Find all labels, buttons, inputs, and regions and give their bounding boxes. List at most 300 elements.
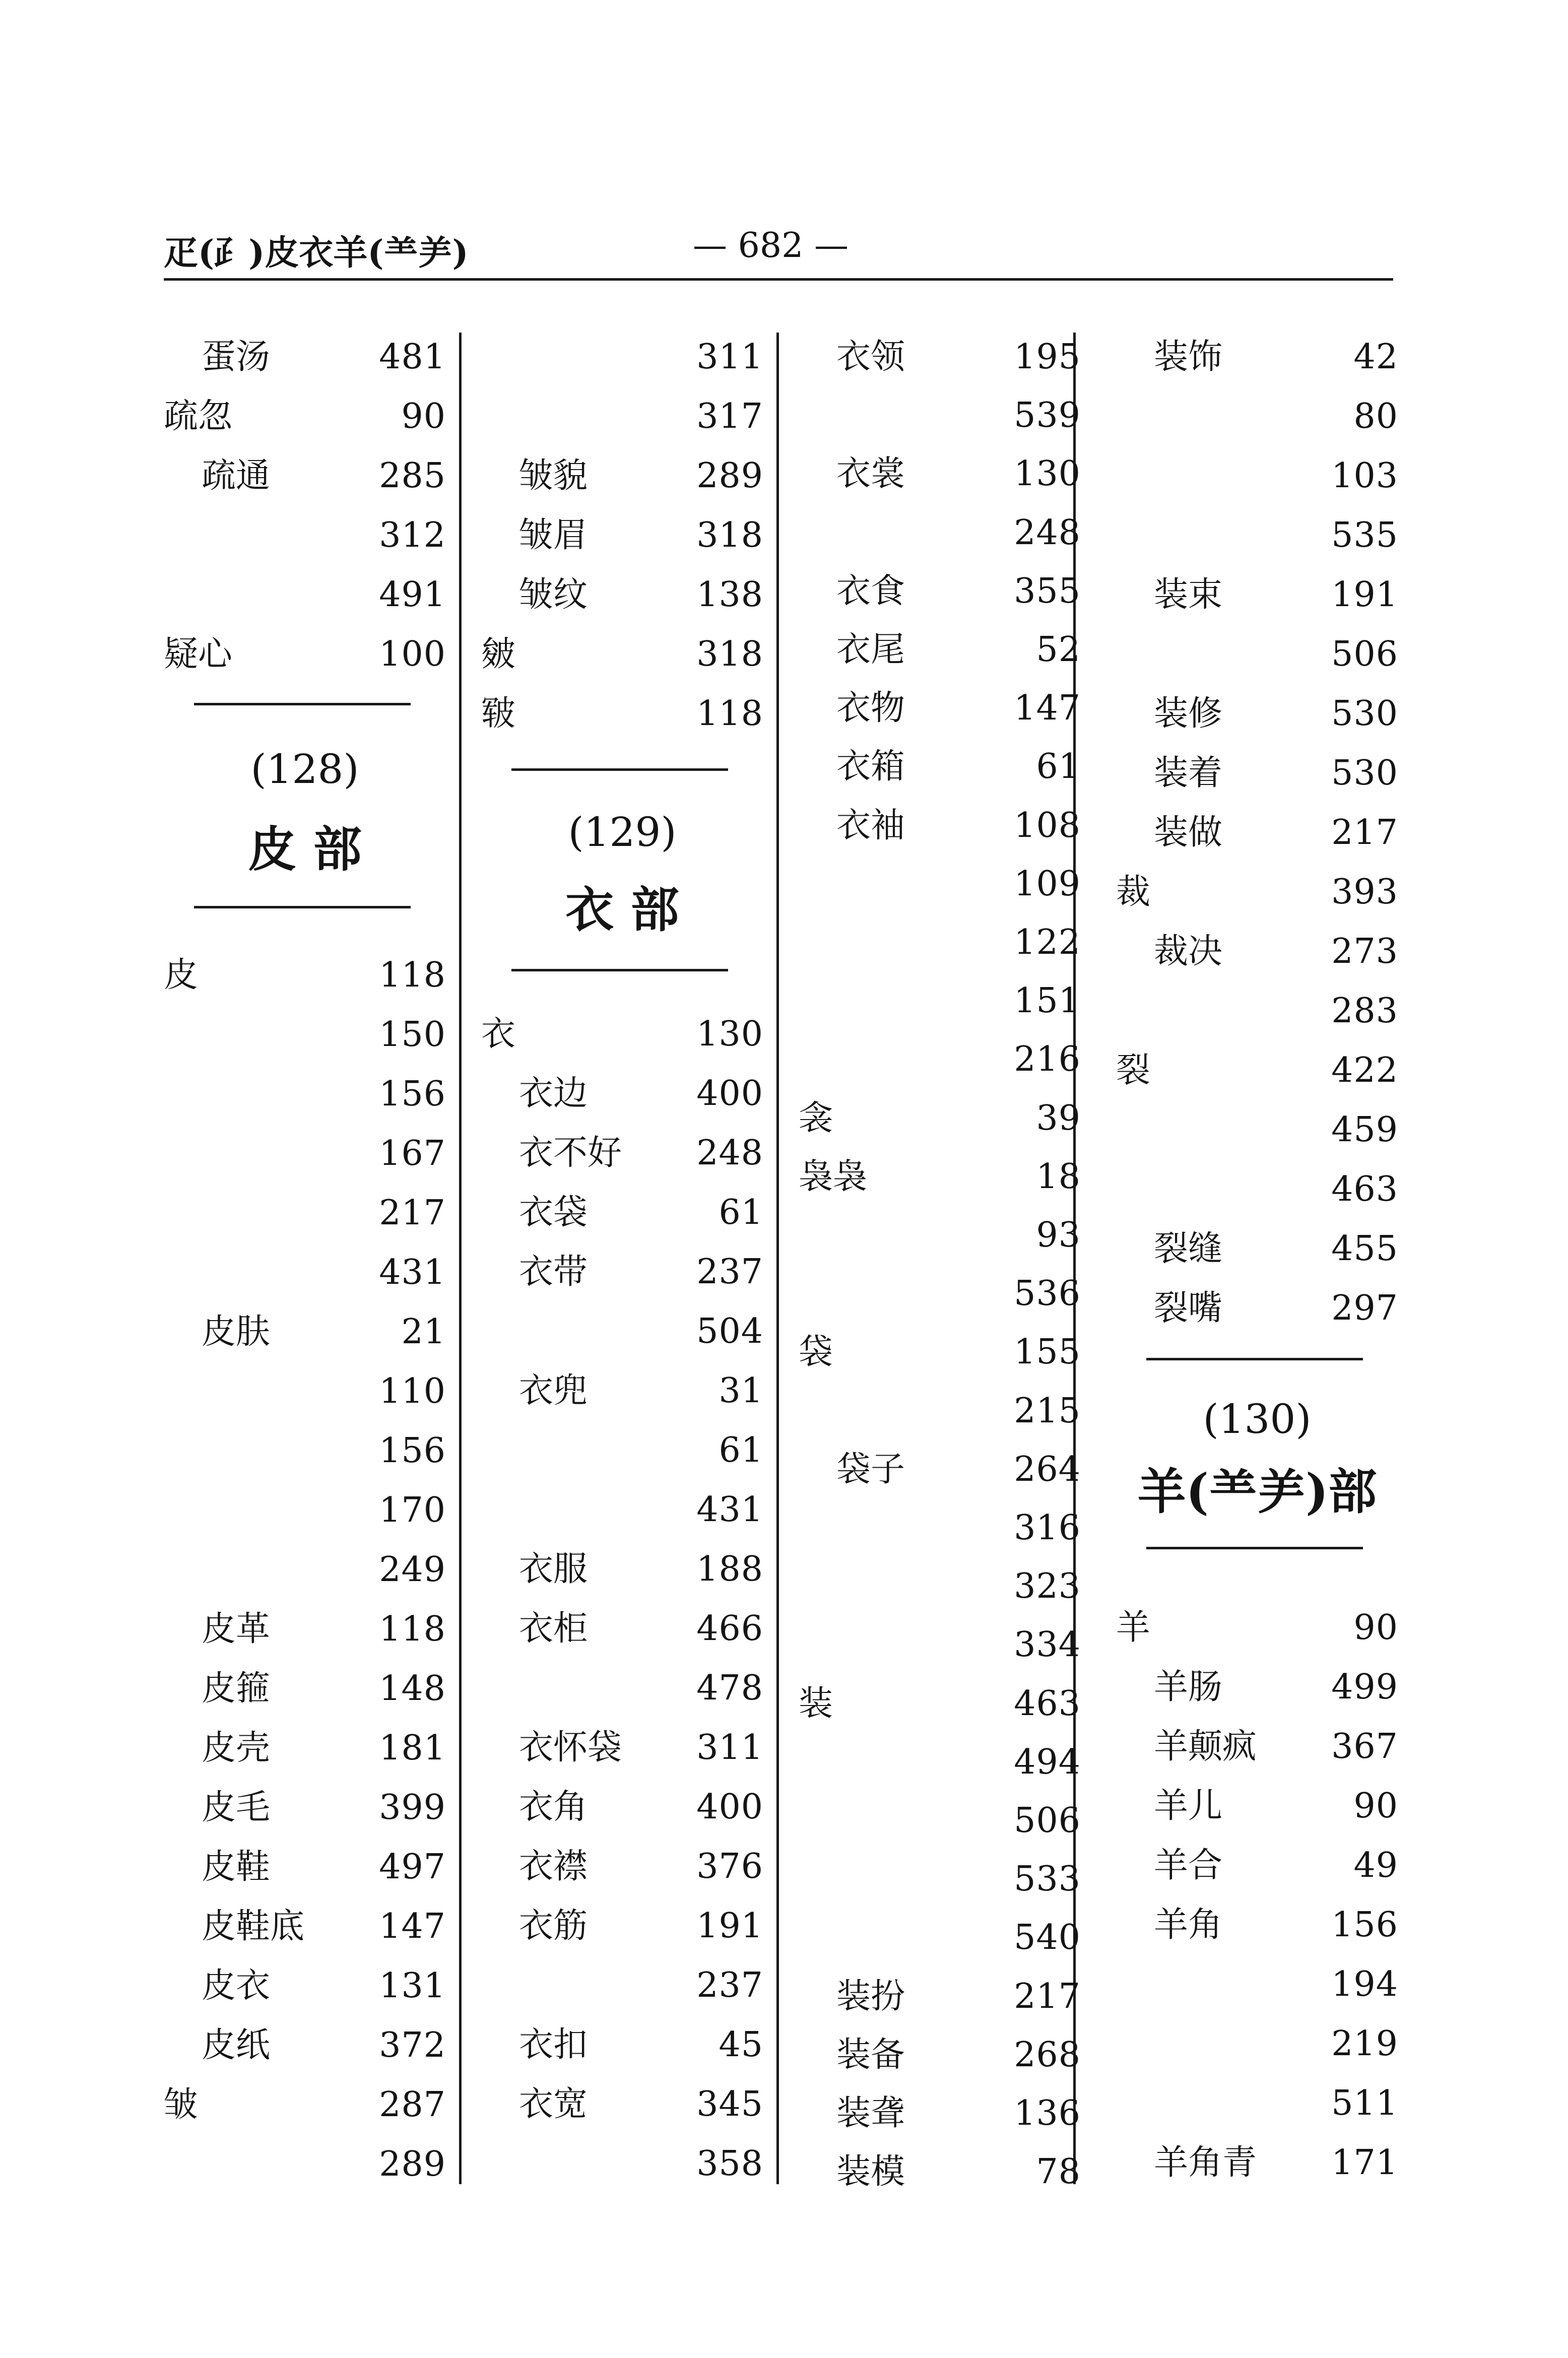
entry-page-number: 249 xyxy=(379,1550,446,1590)
index-entry xyxy=(164,1838,446,1897)
index-entry xyxy=(481,1302,763,1361)
column-divider xyxy=(776,333,779,2184)
index-entry xyxy=(1116,1041,1398,1100)
entry-term: 蛋汤 xyxy=(202,337,271,377)
entry-page-number: 289 xyxy=(696,456,763,496)
entry-page-number: 400 xyxy=(696,1074,763,1114)
entry-page-number: 52 xyxy=(1036,630,1081,670)
entry-page-number: 194 xyxy=(1331,1964,1398,2004)
index-entry xyxy=(799,562,1081,621)
entry-page-number: 155 xyxy=(1014,1332,1081,1372)
entry-term: 皮 xyxy=(164,955,199,995)
entry-page-number: 191 xyxy=(696,1906,763,1946)
entry-term: 衣扣 xyxy=(519,2025,588,2065)
entry-page-number: 289 xyxy=(379,2144,446,2184)
index-entry xyxy=(799,1908,1081,1968)
entry-term: 装备 xyxy=(836,2035,905,2075)
entry-page-number: 536 xyxy=(1014,1274,1081,1314)
index-entry xyxy=(799,737,1081,797)
index-entry xyxy=(1116,1955,1398,2014)
entry-page-number: 147 xyxy=(379,1907,446,1946)
index-entry xyxy=(481,1064,763,1124)
index-entry xyxy=(481,1421,763,1480)
entry-page-number: 268 xyxy=(1014,2035,1081,2075)
entry-term: 衣兜 xyxy=(519,1371,588,1411)
index-entry xyxy=(1116,1100,1398,1160)
index-entry xyxy=(1116,625,1398,684)
index-entry xyxy=(481,1124,763,1183)
entry-term: 疏通 xyxy=(202,456,271,496)
entry-page-number: 108 xyxy=(1014,805,1081,845)
entry-term: 衣箱 xyxy=(836,747,905,787)
index-entry xyxy=(1116,1717,1398,1777)
entry-page-number: 216 xyxy=(1014,1039,1081,1080)
index-entry xyxy=(799,444,1081,504)
entry-term: 袋 xyxy=(799,1332,833,1372)
entry-page-number: 481 xyxy=(379,337,446,377)
entry-page-number: 151 xyxy=(1014,981,1081,1021)
entry-term: 袋子 xyxy=(836,1449,905,1489)
entry-page-number: 122 xyxy=(1014,923,1081,962)
index-entry xyxy=(164,446,446,506)
entry-page-number: 147 xyxy=(1014,688,1081,729)
entry-term: 羊角 xyxy=(1154,1905,1223,1945)
index-entry xyxy=(481,2075,763,2134)
entry-page-number: 170 xyxy=(379,1490,446,1530)
entry-page-number: 355 xyxy=(1014,571,1081,611)
entry-term: 衣袋 xyxy=(519,1193,588,1232)
index-entry xyxy=(481,625,763,684)
entry-page-number: 317 xyxy=(696,397,763,436)
index-entry xyxy=(164,565,446,625)
entry-term: 装模 xyxy=(836,2152,905,2192)
section-rule xyxy=(1146,1547,1363,1549)
index-entry xyxy=(799,1323,1081,1382)
index-entry xyxy=(799,1733,1081,1792)
index-entry xyxy=(481,1005,763,1064)
index-entry xyxy=(1116,1598,1398,1658)
index-entry xyxy=(164,1065,446,1124)
entry-term: 羊合 xyxy=(1154,1846,1223,1885)
index-entry xyxy=(481,1361,763,1421)
entry-term: 裂缝 xyxy=(1154,1229,1223,1269)
section-number: (128) xyxy=(250,746,359,793)
entry-term: 羊颠疯 xyxy=(1154,1727,1257,1766)
index-entry xyxy=(799,1382,1081,1441)
entry-page-number: 118 xyxy=(379,1609,446,1649)
entry-term: 裂 xyxy=(1116,1051,1151,1090)
entry-term: 衣柜 xyxy=(519,1609,588,1649)
index-entry xyxy=(1116,1895,1398,1955)
index-column-4 xyxy=(1116,328,1398,2192)
index-entry xyxy=(799,1850,1081,1909)
index-entry xyxy=(481,1659,763,1718)
section-rule xyxy=(194,906,411,908)
entry-page-number: 93 xyxy=(1036,1215,1081,1255)
entry-term: 裁 xyxy=(1116,872,1151,912)
entry-term: 皮箍 xyxy=(202,1669,271,1709)
index-entry xyxy=(481,446,763,506)
index-entry xyxy=(799,503,1081,563)
index-entry xyxy=(481,2015,763,2075)
index-column-2 xyxy=(481,328,763,2192)
entry-page-number: 511 xyxy=(1331,2083,1398,2123)
index-entry xyxy=(799,2084,1081,2143)
entry-term: 皮革 xyxy=(202,1609,271,1649)
entry-page-number: 264 xyxy=(1014,1449,1081,1489)
index-entry xyxy=(481,1837,763,1896)
entry-term: 衣尾 xyxy=(836,630,905,670)
entry-page-number: 318 xyxy=(696,634,763,674)
section-rule xyxy=(1146,1358,1363,1360)
entry-term: 衣襟 xyxy=(519,1847,588,1886)
index-entry xyxy=(164,328,446,387)
index-entry xyxy=(799,2025,1081,2085)
index-entry xyxy=(1116,1836,1398,1895)
entry-term: 皮鞋 xyxy=(202,1847,271,1887)
entry-term: 装聋 xyxy=(836,2093,905,2133)
index-entry xyxy=(799,2142,1081,2202)
index-column-1 xyxy=(164,328,446,2192)
entry-term: 皱 xyxy=(164,2085,199,2125)
section-title: 羊(⺷⺶)部 xyxy=(1137,1463,1377,1520)
entry-term: 衣裳 xyxy=(836,454,905,494)
index-entry xyxy=(1116,922,1398,981)
entry-term: 衣食 xyxy=(836,571,905,611)
entry-page-number: 188 xyxy=(696,1549,763,1589)
index-entry xyxy=(164,1778,446,1838)
entry-page-number: 100 xyxy=(379,634,446,674)
index-entry xyxy=(481,1540,763,1599)
entry-page-number: 497 xyxy=(379,1847,446,1887)
index-entry xyxy=(799,679,1081,738)
entry-page-number: 78 xyxy=(1036,2152,1081,2192)
entry-page-number: 334 xyxy=(1014,1625,1081,1665)
entry-page-number: 80 xyxy=(1353,397,1398,436)
index-entry xyxy=(1116,2074,1398,2133)
index-entry xyxy=(164,1124,446,1184)
entry-term: 皴 xyxy=(481,634,516,674)
entry-term: 疏忽 xyxy=(164,397,233,436)
entry-page-number: 530 xyxy=(1331,753,1398,793)
entry-term: 衣筋 xyxy=(519,1906,588,1946)
index-entry xyxy=(799,913,1081,972)
entry-page-number: 431 xyxy=(696,1490,763,1530)
entry-page-number: 156 xyxy=(379,1431,446,1471)
entry-term: 皱眉 xyxy=(519,515,588,555)
entry-page-number: 311 xyxy=(696,337,763,377)
entry-term: 皱纹 xyxy=(519,575,588,615)
entry-page-number: 311 xyxy=(696,1728,763,1767)
entry-page-number: 138 xyxy=(696,575,763,615)
entry-term: 疑心 xyxy=(164,634,233,674)
index-entry xyxy=(164,1481,446,1540)
index-entry xyxy=(799,1498,1081,1558)
index-entry xyxy=(481,1183,763,1242)
section-title: 衣 部 xyxy=(565,881,679,938)
index-entry xyxy=(1116,506,1398,565)
entry-term: 衣袖 xyxy=(836,805,905,845)
entry-page-number: 455 xyxy=(1331,1229,1398,1269)
entry-page-number: 376 xyxy=(696,1847,763,1886)
entry-term: 装扮 xyxy=(836,1976,905,2016)
index-entry xyxy=(481,1718,763,1778)
entry-term: 裁决 xyxy=(1154,932,1223,971)
index-entry xyxy=(1116,1279,1398,1338)
entry-page-number: 181 xyxy=(379,1728,446,1768)
entry-page-number: 110 xyxy=(379,1371,446,1411)
entry-term: 皱貌 xyxy=(519,456,588,496)
section-rule xyxy=(511,969,728,971)
index-entry xyxy=(799,328,1081,387)
entry-term: 皮毛 xyxy=(202,1788,271,1827)
index-entry xyxy=(799,971,1081,1031)
entry-term: 皮鞋底 xyxy=(202,1907,305,1946)
entry-term: 袅袅 xyxy=(799,1156,868,1197)
entry-page-number: 118 xyxy=(379,955,446,995)
entry-page-number: 345 xyxy=(696,2084,763,2124)
entry-page-number: 431 xyxy=(379,1253,446,1292)
column-divider xyxy=(459,333,462,2184)
index-entry xyxy=(164,1421,446,1481)
entry-page-number: 478 xyxy=(696,1668,763,1708)
entry-term: 羊 xyxy=(1116,1608,1151,1648)
entry-page-number: 103 xyxy=(1331,456,1398,496)
index-entry xyxy=(799,386,1081,445)
entry-page-number: 422 xyxy=(1331,1051,1398,1090)
index-entry xyxy=(799,1557,1081,1616)
index-entry xyxy=(164,2016,446,2075)
entry-term: 皮衣 xyxy=(202,1966,271,2006)
entry-term: 衣 xyxy=(481,1014,516,1054)
entry-term: 羊肠 xyxy=(1154,1667,1223,1707)
index-entry xyxy=(799,855,1081,914)
entry-term: 衣带 xyxy=(519,1252,588,1292)
index-entry xyxy=(799,1206,1081,1265)
index-entry xyxy=(1116,2133,1398,2193)
page-header xyxy=(164,217,1393,277)
entry-page-number: 459 xyxy=(1331,1110,1398,1150)
entry-term: 装做 xyxy=(1154,813,1223,853)
index-entry xyxy=(481,684,763,744)
index-column-3 xyxy=(799,328,1081,2192)
entry-page-number: 491 xyxy=(379,575,446,615)
entry-page-number: 118 xyxy=(696,694,763,734)
index-entry xyxy=(799,1440,1081,1499)
index-entry xyxy=(481,2134,763,2194)
index-entry xyxy=(164,625,446,684)
entry-term: 衣宽 xyxy=(519,2084,588,2124)
index-entry xyxy=(799,796,1081,856)
index-entry xyxy=(164,1184,446,1243)
entry-term: 装 xyxy=(799,1683,833,1724)
entry-page-number: 219 xyxy=(1331,2024,1398,2064)
entry-page-number: 400 xyxy=(696,1787,763,1827)
entry-page-number: 533 xyxy=(1014,1859,1081,1900)
entry-page-number: 312 xyxy=(379,515,446,555)
entry-term: 羊角青 xyxy=(1154,2143,1257,2183)
index-entry xyxy=(164,1362,446,1421)
entry-page-number: 506 xyxy=(1331,634,1398,674)
entry-page-number: 156 xyxy=(1331,1905,1398,1945)
entry-page-number: 131 xyxy=(379,1966,446,2006)
index-entry xyxy=(799,1615,1081,1675)
index-entry xyxy=(164,1005,446,1065)
index-entry xyxy=(164,1600,446,1659)
entry-page-number: 494 xyxy=(1014,1742,1081,1782)
entry-page-number: 506 xyxy=(1014,1801,1081,1841)
entry-page-number: 297 xyxy=(1331,1288,1398,1328)
entry-page-number: 61 xyxy=(718,1430,763,1470)
index-entry xyxy=(481,565,763,625)
index-entry xyxy=(1116,1160,1398,1219)
section-number: (129) xyxy=(568,809,677,856)
entry-page-number: 463 xyxy=(1331,1169,1398,1209)
entry-page-number: 358 xyxy=(696,2144,763,2184)
entry-page-number: 150 xyxy=(379,1015,446,1055)
index-entry xyxy=(164,1897,446,1956)
index-entry xyxy=(1116,2014,1398,2074)
index-entry xyxy=(164,506,446,565)
entry-page-number: 156 xyxy=(379,1074,446,1114)
entry-page-number: 217 xyxy=(379,1193,446,1233)
entry-page-number: 273 xyxy=(1331,932,1398,971)
entry-page-number: 21 xyxy=(401,1312,446,1352)
entry-page-number: 316 xyxy=(1014,1508,1081,1548)
index-entry xyxy=(1116,387,1398,446)
entry-page-number: 191 xyxy=(1331,575,1398,615)
index-entry xyxy=(1116,1219,1398,1279)
entry-page-number: 367 xyxy=(1331,1727,1398,1766)
index-entry xyxy=(799,1791,1081,1851)
index-entry xyxy=(481,506,763,565)
entry-page-number: 136 xyxy=(1014,2093,1081,2133)
entry-page-number: 499 xyxy=(1331,1667,1398,1707)
section-rule xyxy=(194,703,411,705)
entry-page-number: 90 xyxy=(1353,1786,1398,1826)
index-entry xyxy=(481,328,763,387)
entry-page-number: 248 xyxy=(696,1133,763,1173)
entry-term: 衣不好 xyxy=(519,1133,622,1173)
index-entry xyxy=(1116,446,1398,506)
entry-page-number: 167 xyxy=(379,1134,446,1173)
section-number: (130) xyxy=(1203,1396,1312,1443)
entry-term: 羊儿 xyxy=(1154,1786,1223,1826)
entry-page-number: 39 xyxy=(1036,1098,1081,1138)
index-entry xyxy=(1116,1658,1398,1717)
entry-term: 衣角 xyxy=(519,1787,588,1827)
index-entry xyxy=(164,2075,446,2135)
entry-page-number: 31 xyxy=(718,1371,763,1411)
entry-page-number: 90 xyxy=(401,397,446,436)
index-entry xyxy=(164,387,446,446)
index-entry xyxy=(1116,981,1398,1041)
index-entry xyxy=(799,1030,1081,1089)
index-entry xyxy=(481,387,763,446)
entry-term: 衾 xyxy=(799,1098,833,1138)
entry-page-number: 130 xyxy=(1014,454,1081,494)
index-entry xyxy=(1116,684,1398,744)
entry-page-number: 109 xyxy=(1014,864,1081,904)
entry-page-number: 539 xyxy=(1014,396,1081,436)
index-entry xyxy=(164,1719,446,1778)
entry-page-number: 61 xyxy=(718,1193,763,1232)
index-entry xyxy=(1116,1777,1398,1836)
entry-page-number: 504 xyxy=(696,1312,763,1351)
entry-term: 衣边 xyxy=(519,1074,588,1114)
index-entry xyxy=(799,1674,1081,1734)
entry-page-number: 215 xyxy=(1014,1391,1081,1431)
entry-page-number: 42 xyxy=(1353,337,1398,377)
index-entry xyxy=(1116,744,1398,803)
entry-page-number: 130 xyxy=(696,1014,763,1054)
entry-page-number: 372 xyxy=(379,2025,446,2065)
entry-term: 装饰 xyxy=(1154,337,1223,377)
entry-term: 装着 xyxy=(1154,753,1223,793)
entry-term: 衣物 xyxy=(836,688,905,729)
entry-page-number: 195 xyxy=(1014,337,1081,377)
entry-page-number: 318 xyxy=(696,515,763,555)
index-entry xyxy=(481,1778,763,1837)
entry-term: 衣怀袋 xyxy=(519,1728,622,1767)
entry-term: 裂嘴 xyxy=(1154,1288,1223,1328)
entry-page-number: 530 xyxy=(1331,694,1398,734)
entry-page-number: 45 xyxy=(718,2025,763,2065)
index-entry xyxy=(164,1956,446,2016)
index-entry xyxy=(1116,328,1398,387)
index-entry xyxy=(481,1956,763,2015)
running-head: 疋(⺪)皮衣羊(⺷⺶) xyxy=(164,233,469,273)
entry-page-number: 171 xyxy=(1331,2143,1398,2183)
index-entry xyxy=(481,1242,763,1302)
entry-page-number: 148 xyxy=(379,1669,446,1709)
entry-page-number: 399 xyxy=(379,1788,446,1827)
index-entry xyxy=(799,620,1081,680)
header-rule xyxy=(164,278,1393,281)
index-entry xyxy=(1116,863,1398,922)
entry-page-number: 535 xyxy=(1331,515,1398,555)
entry-term: 皮肤 xyxy=(202,1312,271,1352)
index-entry xyxy=(164,1659,446,1719)
index-entry xyxy=(799,1147,1081,1207)
entry-page-number: 287 xyxy=(379,2085,446,2125)
section-rule xyxy=(511,768,728,771)
index-entry xyxy=(799,1967,1081,2026)
index-entry xyxy=(799,1089,1081,1148)
index-entry xyxy=(1116,565,1398,625)
entry-page-number: 49 xyxy=(1353,1846,1398,1885)
page-number: — 682 — xyxy=(693,226,849,266)
entry-page-number: 237 xyxy=(696,1252,763,1292)
entry-page-number: 285 xyxy=(379,456,446,496)
entry-term: 装束 xyxy=(1154,575,1223,615)
entry-term: 衣服 xyxy=(519,1549,588,1589)
index-entry xyxy=(164,1243,446,1302)
entry-term: 装修 xyxy=(1154,694,1223,734)
index-entry xyxy=(799,1264,1081,1324)
entry-page-number: 217 xyxy=(1331,813,1398,853)
index-entry xyxy=(481,1599,763,1659)
entry-page-number: 248 xyxy=(1014,512,1081,553)
entry-page-number: 463 xyxy=(1014,1683,1081,1724)
entry-term: 皮纸 xyxy=(202,2025,271,2065)
index-entry xyxy=(164,2135,446,2194)
index-entry xyxy=(481,1480,763,1540)
entry-page-number: 237 xyxy=(696,1966,763,2005)
entry-page-number: 18 xyxy=(1036,1156,1081,1197)
index-entry xyxy=(481,1896,763,1956)
entry-page-number: 393 xyxy=(1331,872,1398,912)
